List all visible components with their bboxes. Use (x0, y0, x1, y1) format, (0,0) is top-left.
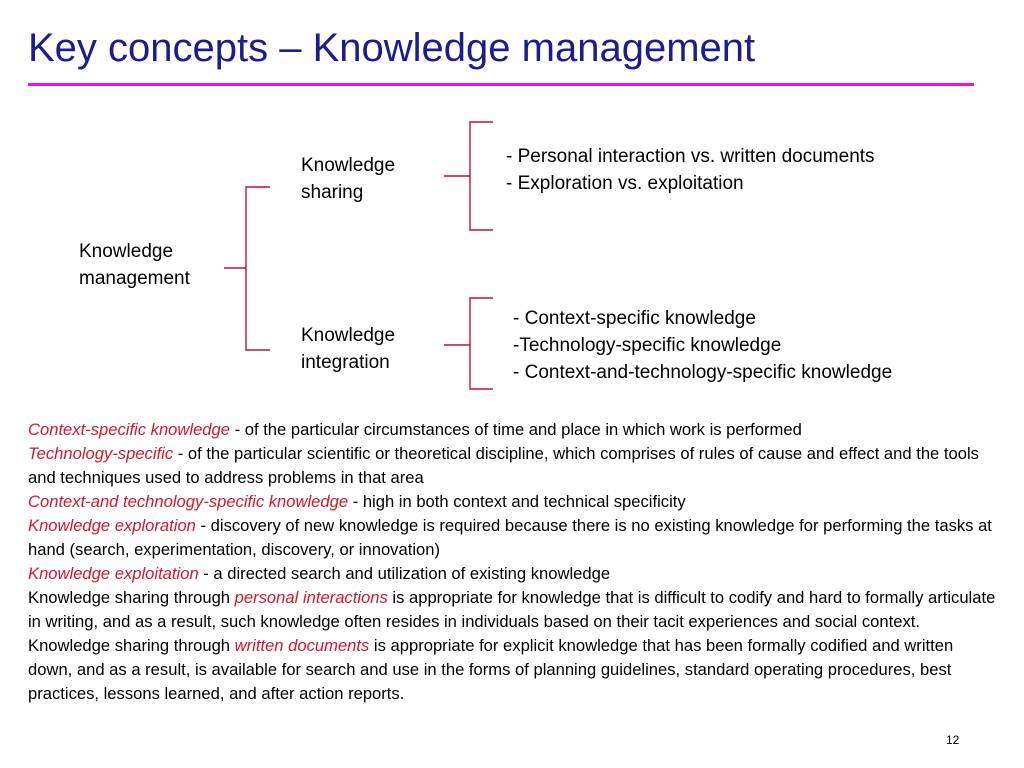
definitions-text (28, 418, 998, 706)
list-item: - Context-and-technology-specific knowledge (513, 362, 893, 383)
slide-title: Key concepts – Knowledge management (28, 26, 756, 70)
definition-exploitation: Knowledge exploitation - a directed search and utilization of existing knowledge (28, 564, 611, 583)
definition-written-documents: Knowledge sharing through written documents is appropriate for explicit knowledge that has been formally codified and written down, and as a result, is available for search and use in the forms of planning guidelines, standard operating procedures, best practices, lessons learned, and after action reports. (28, 636, 954, 703)
knowledge-integration-label: Knowledge integration (301, 325, 396, 373)
sharing-item-list (506, 143, 875, 197)
definition-exploration: Knowledge exploration - discovery of new knowledge is required because there is no existing knowledge for performing the tasks at hand (search, experimentation, discovery, or innovation) (28, 516, 992, 559)
definition-context-and-technology: Context-and technology-specific knowledge - high in both context and technical specificity (28, 492, 686, 511)
page-number: 12 (946, 733, 960, 747)
list-item: - Context-specific knowledge (513, 308, 756, 329)
sharing-brace (444, 122, 493, 230)
list-item: - Exploration vs. exploitation (506, 173, 744, 194)
knowledge-management-label: Knowledge management (79, 241, 190, 289)
definition-context: Context-specific knowledge - of the particular circumstances of time and place in which work is performed (28, 420, 802, 439)
root-brace (224, 187, 270, 350)
knowledge-sharing-label: Knowledge sharing (301, 155, 396, 203)
definition-technology: Technology-specific - of the particular scientific or theoretical discipline, which comprises of rules of cause and effect and the tools and techniques used to address problems in that area (28, 444, 979, 487)
list-item: - Personal interaction vs. written documents (506, 146, 875, 167)
definition-personal-interactions: Knowledge sharing through personal interactions is appropriate for knowledge that is difficult to codify and hard to formally articulate in writing, and as a result, such knowledge often resides in individuals based on their tacit experiences and social context. (28, 588, 996, 631)
integration-brace (444, 298, 493, 389)
integration-item-list (513, 305, 892, 386)
list-item: -Technology-specific knowledge (513, 335, 782, 356)
